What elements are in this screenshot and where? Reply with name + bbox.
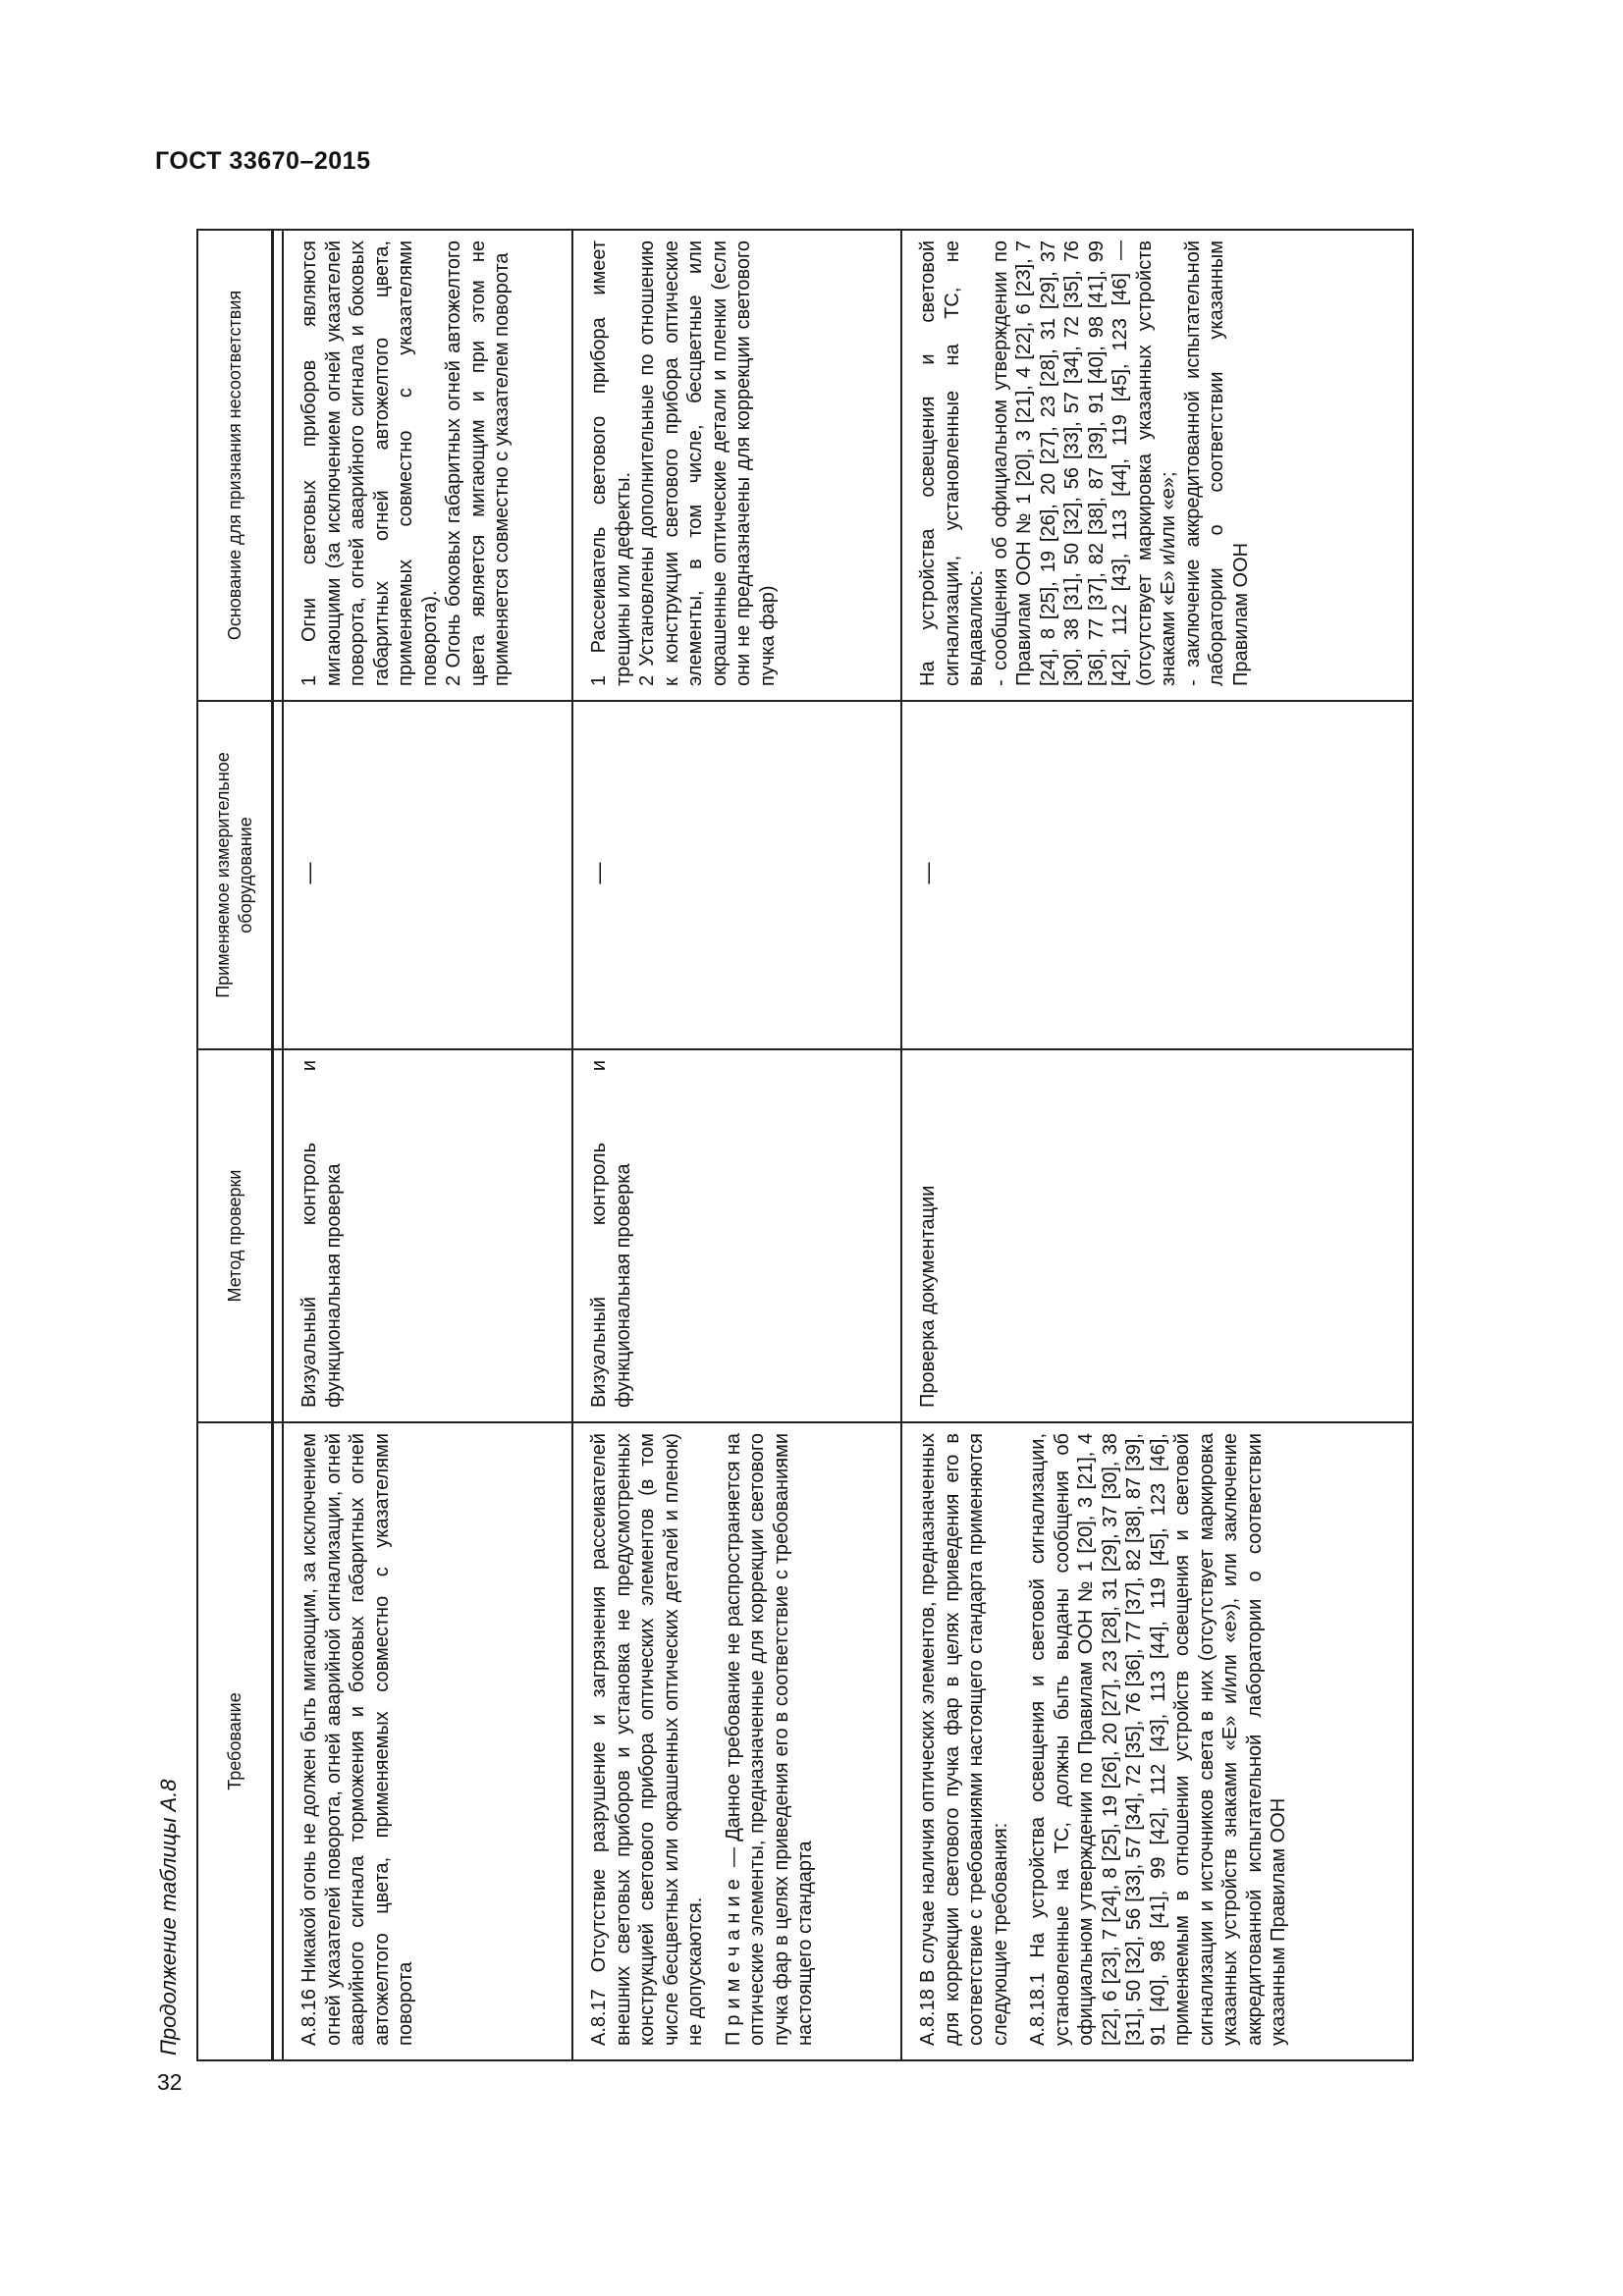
requirement-cell — [572, 1422, 901, 2060]
basis-item: - заключение аккредитованной испытательной лаборатории о соответствии указанным Правилам ООН — [1181, 240, 1252, 686]
requirement-text: А.8.17 Отсутствие разрушение и загрязнения рассеивателей внешних световых приборов и установка не предусмотренных конструкцией светового прибора оптических элементов (в том числе бесцветных или окрашенных оптических деталей и пленок) не допускаются. — [588, 1433, 706, 2046]
requirement-text: А.8.16 Никакой огонь не должен быть мигающим, за исключением огней указателей поворота, огней аварийной сигнализации, огней аварийного сигнала торможения и боковых габаритных огней автожелтого цвета, применяемых совместно с указателями поворота — [298, 1433, 416, 2046]
document-header: ГОСТ 33670–2015 — [155, 147, 371, 175]
basis-item: На устройства освещения и световой сигнализации, установленные на ТС, не выдавались: — [917, 240, 987, 686]
column-header-method: Метод проверки — [197, 1049, 273, 1422]
note-text: — Данное требование не распространяется на оптические элементы, предназначенные для коррекции светового пучка фар в целях приведения его в соответствие с требованиями настоящего стандарта — [722, 1433, 816, 2046]
method-cell: Визуальный контроль и функциональная проверка — [283, 1049, 572, 1422]
basis-item: 1 Огни световых приборов являются мигающими (за исключением огней указателей поворота, огней аварийного сигнала и боковых габаритных огней автожелтого цвета, применяемых совместно с указателями поворота). — [298, 240, 441, 686]
equipment-cell: — — [901, 701, 1413, 1049]
basis-item: 2 Огонь боковых габаритных огней автожелтого цвета является мигающим и при этом не применяется совместно с указателем поворота — [443, 240, 513, 686]
equipment-cell: — — [283, 701, 572, 1049]
note-paragraph — [722, 1433, 818, 2046]
requirement-cell — [901, 1422, 1413, 2060]
table-row — [283, 230, 572, 2060]
header-spacer-row — [273, 230, 284, 2060]
basis-item: 2 Установлены дополнительные по отношению к конструкции светового прибора оптические элементы, в том числе, бесцветные или окрашенные оптические детали и пленки (если они не предназначены для коррекции светового пучка фар) — [636, 240, 779, 686]
rotated-table-container — [196, 231, 1414, 2061]
table-row — [572, 230, 901, 2060]
table-caption-container — [149, 881, 189, 2059]
page-number: 32 — [157, 2069, 183, 2095]
column-header-requirement: Требование — [197, 1422, 273, 2060]
column-header-basis: Основание для признания несоответствия — [197, 230, 273, 701]
requirement-text: А.8.18.1 На устройства освещения и световой сигнализации, установленные на ТС, должны быть выданы сообщения об официальном утверждении по Правилам ООН № 1 [20], 3 [21], 4 [22], 6 [23], 7 [24], 8 [25], 19 [26], 20 [27], 23 [28], 31 [29], 37 [30], 38 [31], 50 [32], 56 [33], 57 [34], 72 [35], 76 [36], 77 [37], 82 [38], 87 [39], 91 [40], 98 [41], 99 [42], 112 [43], 113 [44], 119 [45], 123 [46], применяемым в отношении устройств освещения и световой сигнализации и источников света в них (отсутствует маркировка указанных устройств знаками «E» и/или «e»), или заключение аккредитованной испытательной лаборатории о соответствии указанным Правилам ООН — [1027, 1433, 1289, 2046]
requirement-cell — [283, 1422, 572, 2060]
requirements-table — [196, 229, 1414, 2061]
basis-cell — [572, 230, 901, 701]
table-row — [901, 230, 1413, 2060]
table-header-row — [197, 230, 273, 2060]
basis-cell — [901, 230, 1413, 701]
basis-cell — [283, 230, 572, 701]
table-caption: Продолжение таблицы А.8 — [156, 1779, 181, 2056]
requirement-text: А.8.18 В случае наличия оптических элементов, предназначенных для коррекции светового пучка фар в целях приведения его в соответствие с требованиями настоящего стандарта применяются следующие требования: — [917, 1433, 1011, 2046]
method-cell: Проверка документации — [901, 1049, 1413, 1422]
basis-item: - сообщения об официальном утверждении по Правилам ООН № 1 [20], 3 [21], 4 [22], 6 [23], 7 [24], 8 [25], 19 [26], 20 [27], 23 [28], 31 [29], 37 [30], 38 [31], 50 [32], 56 [33], 57 [34], 72 [35], 76 [36], 77 [37], 82 [38], 87 [39], 91 [40], 98 [41], 99 [42], 112 [43], 113 [44], 119 [45], 123 [46] — (отсутствует маркировка указанных устройств знаками «E» и/или «e»; — [989, 240, 1179, 686]
note-label: Примечание — [722, 1873, 744, 2046]
column-header-equipment: Применяемое измерительное оборудование — [197, 701, 273, 1049]
method-cell: Визуальный контроль и функциональная проверка — [572, 1049, 901, 1422]
basis-item: 1 Рассеиватель светового прибора имеет трещины или дефекты. — [588, 240, 634, 686]
equipment-cell: — — [572, 701, 901, 1049]
